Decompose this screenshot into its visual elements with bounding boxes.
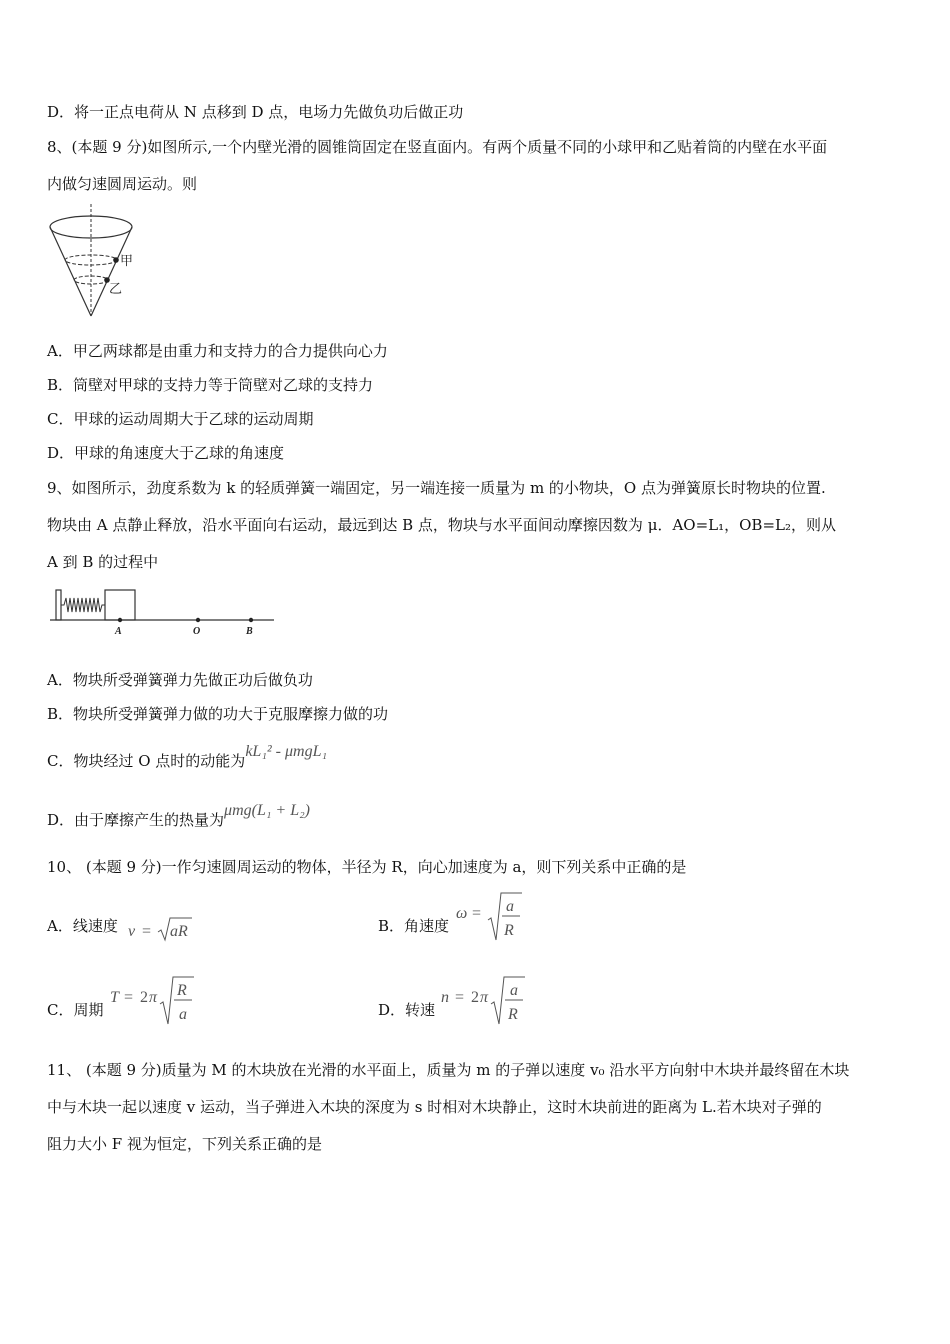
svg-text:n: n — [441, 989, 449, 1006]
q8-option-b: B．筒壁对甲球的支持力等于筒壁对乙球的支持力 — [47, 376, 374, 394]
svg-text:R: R — [504, 922, 514, 939]
q9-stem-line1: 9、如图所示，劲度系数为 k 的轻质弹簧一端固定，另一端连接一质量为 m 的小物块，O 点为弹簧原长时物块的位置. — [47, 479, 826, 497]
q9-spring-figure — [48, 584, 278, 640]
svg-text:a: a — [179, 1006, 187, 1023]
q9-option-b: B．物块所受弹簧弹力做的功大于克服摩擦力做的功 — [47, 705, 389, 723]
svg-text:2: 2 — [471, 989, 479, 1006]
q9-option-c-formula: kL₁² - μmgL₁ — [245, 743, 328, 760]
label-a: A — [115, 626, 122, 637]
q9-stem-line3: A 到 B 的过程中 — [47, 553, 159, 571]
q9-option-d — [47, 802, 310, 831]
svg-text:a: a — [510, 982, 518, 999]
q10-option-c-text: C．周期 — [47, 1001, 104, 1019]
q10-option-d-text: D．转速 — [378, 1001, 436, 1019]
svg-text:T: T — [110, 989, 119, 1006]
svg-text:π: π — [480, 989, 489, 1006]
svg-text:2: 2 — [140, 989, 148, 1006]
q10-option-c — [47, 1000, 103, 1020]
q10-option-a-formula — [128, 910, 208, 946]
q10-option-c-formula — [110, 974, 210, 1028]
q10-option-d-formula — [441, 974, 541, 1028]
q10-option-a — [47, 916, 118, 936]
svg-text:π: π — [149, 989, 158, 1006]
q10-option-b — [378, 916, 449, 936]
q9-option-c — [47, 743, 328, 772]
q8-stem-line1: 8、(本题 9 分)如图所示,一个内壁光滑的圆锥筒固定在竖直面内。有两个质量不同的小球甲和乙贴着筒的内壁在水平面 — [47, 138, 828, 156]
q10-option-b-text: B．角速度 — [378, 917, 450, 935]
q7-option-d: D．将一正点电荷从 N 点移到 D 点，电场力先做负功后做正功 — [47, 103, 464, 121]
q9-option-c-text: C．物块经过 O 点时的动能为 — [47, 752, 246, 770]
svg-text:R: R — [177, 982, 187, 999]
point-o — [196, 618, 200, 622]
q8-cone-figure — [44, 200, 144, 320]
q11-stem-line3: 阻力大小 F 视为恒定，下列关系正确的是 — [47, 1135, 322, 1153]
q9-option-d-text: D．由于摩擦产生的热量为 — [47, 811, 225, 829]
svg-text:=: = — [472, 905, 482, 922]
q8-option-c: C．甲球的运动周期大于乙球的运动周期 — [47, 410, 314, 428]
svg-text:a: a — [506, 898, 514, 915]
svg-text:v: v — [128, 923, 136, 940]
svg-text:aR: aR — [170, 923, 188, 940]
q11-stem-line2: 中与木块一起以速度 v 运动，当子弹进入木块的深度为 s 时相对木块静止，这时木块前进的距离为 L.若木块对子弹的 — [47, 1098, 822, 1116]
q8-option-a: A．甲乙两球都是由重力和支持力的合力提供向心力 — [47, 342, 388, 360]
point-a — [118, 618, 122, 622]
svg-text:=: = — [142, 923, 152, 940]
q10-stem: 10、 (本题 9 分)一作匀速圆周运动的物体，半径为 R，向心加速度为 a，则下列关系中正确的是 — [47, 858, 687, 876]
label-b: B — [246, 626, 253, 637]
label-o: O — [193, 626, 201, 637]
svg-text:ω: ω — [456, 905, 468, 922]
label-jia: 甲 — [120, 253, 134, 268]
q10-option-a-text: A．线速度 — [47, 917, 118, 935]
q8-stem-line2: 内做匀速圆周运动。则 — [47, 175, 198, 193]
q9-option-a: A．物块所受弹簧弹力先做正功后做负功 — [47, 671, 313, 689]
q10-option-d — [378, 1000, 435, 1020]
q9-option-d-formula: μmg(L₁ + L₂) — [224, 802, 310, 819]
q10-option-b-formula — [456, 890, 536, 944]
q11-stem-line1: 11、 (本题 9 分)质量为 M 的木块放在光滑的水平面上，质量为 m 的子弹以速度 v₀ 沿水平方向射中木块并最终留在木块 — [47, 1061, 850, 1079]
point-b — [249, 618, 253, 622]
svg-text:=: = — [455, 989, 465, 1006]
q9-stem-line2: 物块由 A 点静止释放，沿水平面向右运动，最远到达 B 点，物块与水平面间动摩擦因数为 μ．AO=L₁，OB=L₂，则从 — [47, 516, 836, 534]
label-yi: 乙 — [109, 281, 123, 296]
svg-text:R: R — [508, 1006, 518, 1023]
q8-option-d: D．甲球的角速度大于乙球的角速度 — [47, 444, 285, 462]
svg-text:=: = — [124, 989, 134, 1006]
ball-jia — [113, 257, 119, 263]
